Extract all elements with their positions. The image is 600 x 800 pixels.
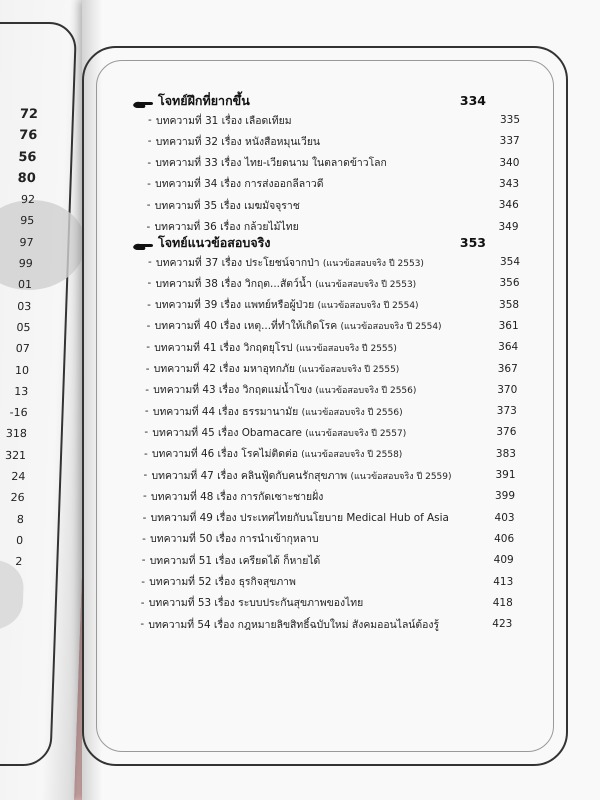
left-page-number: 03 [17,299,32,313]
entry-page-number: 418 [492,596,513,609]
left-page-number: 56 [18,149,37,165]
entry-title-text: บทความที่ 49 เรื่อง ประเทศไทยกับนโยบาย Medical Hub of Asia [150,512,449,525]
entry-page-number: 354 [499,256,520,268]
entry-note: (แนวข้อสอบจริง ปี 2553) [322,258,424,269]
entry-title-text: บทความที่ 45 เรื่อง Obamacare [152,426,302,439]
toc-entry [147,174,519,194]
entry-title-text: บทความที่ 41 เรื่อง วิกฤตยุโรป [154,341,293,354]
entry-dash: - [147,177,151,190]
entry-title-text: บทความที่ 37 เรื่อง ประโยชน์จากป่า [156,256,320,269]
left-page-number: 26 [10,491,25,505]
entry-title-text: บทความที่ 42 เรื่อง มหาอุทกภัย [153,363,295,375]
toc-entry [146,359,518,379]
entry-title [155,317,487,334]
entry-title-text: บทความที่ 35 เรื่อง เมฆมัจจุราช [154,199,300,212]
toc-entry [144,444,516,464]
entry-title-text: บทความที่ 50 เรื่อง การนำเข้ากุหลาบ [150,533,319,546]
entry-title [153,403,485,420]
entry-title [151,488,483,505]
entry-title [150,552,482,569]
entry-title-text: บทความที่ 53 เรื่อง ระบบประกันสุขภาพของไทย [148,597,364,610]
entry-title [152,445,484,462]
toc-entry [148,273,520,293]
entry-page-number: 340 [499,156,520,169]
section-title: โจทย์แนวข้อสอบจริง [158,235,271,250]
entry-page-number: 370 [497,383,518,396]
pointing-hand-icon [132,95,154,107]
entry-page-number: 349 [498,220,519,233]
entry-page-number: 358 [499,298,520,311]
entry-page-number: 356 [499,277,520,290]
entry-title [156,133,488,150]
entry-dash: - [143,490,147,503]
toc-entry [145,401,517,421]
entry-dash: - [140,618,145,631]
entry-page-number: 346 [498,199,519,212]
toc-entry [142,529,514,549]
toc-entry [148,110,520,130]
entry-title-text: บทความที่ 39 เรื่อง แพทย์หรือผู้ป่วย [155,299,315,312]
entry-title-text: บทความที่ 40 เรื่อง เหตุ...ที่ทำให้เกิดโรค [154,320,338,333]
entry-dash: - [143,447,148,460]
section-page-number: 353 [459,235,486,250]
left-page-number: 8 [16,512,25,526]
left-page-number: 76 [18,128,38,144]
entry-dash: - [142,511,147,524]
left-page-number: -16 [9,406,28,420]
entry-note: (แนวข้อสอบจริง ปี 2554) [317,301,419,312]
toc-entry [141,593,513,613]
entry-note: (แนวข้อสอบจริง ปี 2556) [315,386,417,397]
entry-title-text: บทความที่ 44 เรื่อง ธรรมานามัย [152,405,299,418]
entry-dash: - [148,256,152,268]
entry-title [155,197,487,214]
entry-page-number: 383 [495,447,516,460]
entry-note: (แนวข้อสอบจริง ปี 2557) [305,428,407,439]
toc-entry [147,295,519,315]
entry-title [156,112,488,129]
entry-title-text: บทความที่ 38 เรื่อง วิกฤต...สัตว์น้ำ [155,277,312,290]
entry-dash: - [147,156,152,169]
left-page-number: 318 [5,427,28,441]
entry-page-number: 391 [495,469,516,481]
left-page-number: 0 [15,533,24,547]
entry-title-text: บทความที่ 51 เรื่อง เครียดได้ ก็หายได้ [149,554,321,567]
entry-page-number: 406 [494,532,515,545]
entry-page-number: 364 [498,341,519,354]
entry-title-text: บทความที่ 52 เรื่อง ธุรกิจสุขภาพ [149,576,296,588]
left-page-number: 80 [17,170,37,186]
entry-dash: - [142,532,146,545]
toc-entry [148,252,520,272]
entry-note: (แนวข้อสอบจริง ปี 2554) [340,322,442,333]
entry-title [155,296,487,313]
entry-page-number: 423 [492,618,513,631]
entry-dash: - [144,426,149,439]
toc-entry [145,380,517,400]
entry-note: (แนวข้อสอบจริง ปี 2559) [350,471,452,482]
left-page-number: 95 [20,214,35,228]
left-page-number: 321 [4,448,27,462]
section-heading [132,90,250,112]
entry-dash: - [145,383,150,396]
entry-page-number: 409 [493,554,514,567]
toc-entry [144,422,516,442]
entry-title-text: บทความที่ 43 เรื่อง วิกฤตแม่น้ำโขง [153,384,313,397]
entry-title [154,339,486,356]
entry-dash: - [140,596,145,609]
entry-page-number: 337 [499,135,520,148]
entry-dash: - [147,298,151,311]
toc-entry [143,486,515,506]
left-page-number: 72 [19,107,39,122]
entry-page-number: 335 [499,114,520,126]
entry-note: (แนวข้อสอบจริง ปี 2556) [301,407,403,418]
left-page-number: 07 [15,342,31,356]
entry-title-text: บทความที่ 48 เรื่อง การกัดเซาะชายฝั่ง [151,490,324,503]
left-page-number: 2 [15,555,23,569]
entry-page-number: 399 [495,490,516,503]
entry-dash: - [143,469,148,481]
entry-title [148,616,480,633]
entry-page-number: 343 [499,177,520,190]
entry-dash: - [146,341,150,354]
entry-dash: - [141,554,146,567]
entry-title [150,530,482,547]
contents-page [82,0,600,800]
pointing-hand-icon [132,237,154,249]
entry-title-text: บทความที่ 54 เรื่อง กฎหมายลิขสิทธิ์ฉบับใหม่ สังคมออนไลน์ต้องรู้ [148,618,440,631]
entry-title [155,175,487,192]
toc-entry [143,508,515,528]
left-page-number: 10 [14,363,30,377]
toc-entry [141,572,513,592]
left-page-number: 92 [20,193,36,207]
entry-title-text: บทความที่ 46 เรื่อง โรคไม่ติดต่อ [151,448,298,461]
entry-dash: - [146,199,151,212]
left-page-number: 05 [16,320,31,334]
entry-page-number: 413 [493,575,514,588]
toc-entry [146,337,518,357]
entry-page-number: 367 [497,362,518,375]
left-page-number: 99 [18,257,33,271]
toc-entry [142,550,514,570]
entry-page-number: 361 [498,319,519,332]
section-heading [132,232,271,254]
entry-page-number: 403 [494,511,515,524]
entry-title [156,254,488,271]
left-page-number: 13 [14,384,29,398]
left-page-number: 24 [11,470,26,484]
entry-note: (แนวข้อสอบจริง ปี 2553) [315,279,417,290]
entry-title-text: บทความที่ 31 เรื่อง เลือดเทียม [156,114,292,127]
entry-note: (แนวข้อสอบจริง ปี 2555) [298,365,400,375]
entry-dash: - [147,135,152,148]
section-title: โจทย์ฝึกที่ยากขึ้น [158,93,250,108]
entry-title [149,573,481,590]
entry-dash: - [145,362,150,375]
toc-entry [144,465,516,485]
entry-title [155,154,487,171]
entry-dash: - [148,114,152,126]
entry-dash: - [146,319,151,332]
toc-entry [140,614,512,634]
entry-title-text: บทความที่ 32 เรื่อง หนังสือหมุนเวียน [155,135,321,148]
entry-title [151,509,483,526]
entry-dash: - [147,277,152,290]
entry-title-text: บทความที่ 33 เรื่อง ไทย-เวียดนาม ในตลาดข้าวโลก [155,157,387,170]
left-page-number: 01 [17,278,33,292]
toc-entry [147,195,519,215]
entry-dash: - [146,220,151,233]
section-page-number: 334 [459,93,486,108]
entry-title [153,381,485,398]
entry-title [156,275,488,292]
toc-entry [147,153,519,173]
toc-entry [147,316,519,336]
entry-dash: - [141,575,145,588]
entry-title [154,360,486,377]
entry-title [149,594,481,611]
entry-page-number: 376 [496,426,517,439]
entry-title-text: บทความที่ 47 เรื่อง คลินฟู้ดกับคนรักสุขภาพ [151,469,348,482]
toc-entry [148,131,520,151]
entry-title [152,467,484,484]
entry-title [152,424,484,441]
entry-page-number: 373 [496,405,517,418]
entry-note: (แนวข้อสอบจริง ปี 2558) [301,450,403,461]
entry-dash: - [144,405,149,418]
entry-title-text: บทความที่ 34 เรื่อง การส่งออกลีลาวดี [155,178,324,191]
left-page-number: 97 [19,235,34,249]
entry-title-text: บทความที่ 36 เรื่อง กล้วยไม้ไทย [154,221,299,233]
entry-note: (แนวข้อสอบจริง ปี 2555) [295,343,397,354]
